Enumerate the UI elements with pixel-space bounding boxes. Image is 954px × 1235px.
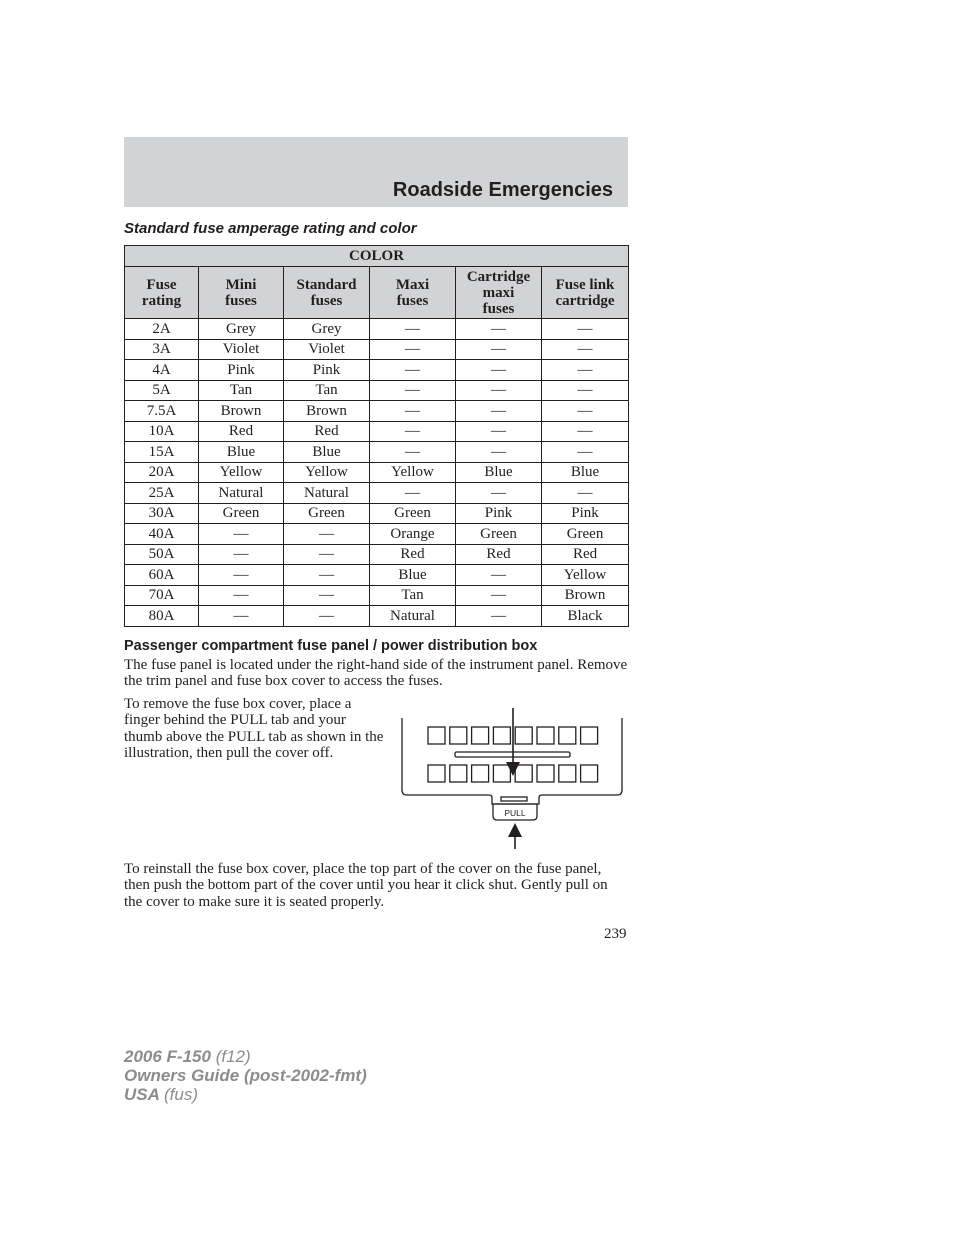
table-cell: — — [370, 421, 456, 442]
table-row — [125, 606, 629, 627]
column-header-line: fuses — [482, 300, 515, 317]
fuse-slot — [581, 727, 598, 744]
table-cell: — — [284, 606, 370, 627]
table-cell: 10A — [125, 421, 199, 442]
fuse-slot — [537, 727, 554, 744]
table-cell: — — [370, 380, 456, 401]
table-cell: Brown — [284, 401, 370, 422]
table-cell: — — [456, 319, 542, 340]
column-header-line: rating — [141, 292, 182, 309]
table-cell: Pink — [542, 503, 629, 524]
table-cell: — — [542, 401, 629, 422]
footer-model-code: (f12) — [215, 1047, 251, 1066]
footer-model: 2006 F-150 — [124, 1047, 211, 1066]
fuse-panel-outline — [402, 718, 622, 804]
table-cell: 50A — [125, 544, 199, 565]
table-cell: — — [456, 401, 542, 422]
column-header-line: Cartridge — [466, 268, 531, 285]
table-cell: — — [542, 442, 629, 463]
column-header — [542, 267, 629, 319]
table-cell: Orange — [370, 524, 456, 545]
table-cell: — — [542, 360, 629, 381]
table-cell: Natural — [370, 606, 456, 627]
table-cell: Brown — [199, 401, 284, 422]
fuse-slot — [537, 765, 554, 782]
pull-slot — [501, 797, 527, 801]
table-cell: 2A — [125, 319, 199, 340]
table-cell: — — [284, 544, 370, 565]
table-cell: Pink — [456, 503, 542, 524]
column-header-line: maxi — [482, 284, 515, 301]
column-header — [125, 267, 199, 319]
table-cell: 80A — [125, 606, 199, 627]
table-cell: Red — [199, 421, 284, 442]
table-row — [125, 544, 629, 565]
column-header-line: fuses — [396, 292, 429, 309]
table-cell: — — [456, 565, 542, 586]
footer-market: USA — [124, 1085, 160, 1104]
pull-label: PULL — [504, 808, 526, 818]
footer — [124, 1047, 367, 1104]
table-cell: — — [456, 585, 542, 606]
fuse-rating-table — [124, 245, 629, 627]
table-cell: Tan — [284, 380, 370, 401]
table-row — [125, 524, 629, 545]
footer-guide: Owners Guide (post-2002-fmt) — [124, 1066, 367, 1085]
reinstall-cover-paragraph: To reinstall the fuse box cover, place the top part of the cover on the fuse panel, then push the bottom part of the cover until you hear it click shut. Gently pull on the cover to make sure it is seated properly. — [124, 861, 608, 910]
table-cell: Blue — [370, 565, 456, 586]
table-cell: Green — [284, 503, 370, 524]
table-cell: Green — [199, 503, 284, 524]
table-cell: — — [370, 401, 456, 422]
column-header — [370, 267, 456, 319]
table-cell: 3A — [125, 339, 199, 360]
table-cell: — — [456, 442, 542, 463]
table-cell: Red — [456, 544, 542, 565]
fuse-slot — [428, 727, 445, 744]
table-title: Standard fuse amperage rating and color — [124, 220, 417, 237]
table-row — [125, 442, 629, 463]
table-cell: Blue — [284, 442, 370, 463]
fuse-slot — [515, 765, 532, 782]
table-cell: — — [370, 319, 456, 340]
fuse-slot — [450, 765, 467, 782]
column-header-line: Standard — [296, 276, 357, 293]
table-cell: Pink — [284, 360, 370, 381]
fuse-slot — [472, 765, 489, 782]
table-cell: 60A — [125, 565, 199, 586]
fuse-slot — [493, 727, 510, 744]
fuse-slot — [472, 727, 489, 744]
push-arrow-icon — [506, 708, 520, 776]
table-cell: 40A — [125, 524, 199, 545]
table-cell: Blue — [456, 462, 542, 483]
fuse-slot — [428, 765, 445, 782]
column-header-line: Fuse link — [555, 276, 615, 293]
table-row — [125, 380, 629, 401]
pull-arrow-icon — [508, 823, 522, 849]
table-cell: — — [542, 483, 629, 504]
table-row — [125, 585, 629, 606]
fuse-slot — [559, 727, 576, 744]
table-cell: 20A — [125, 462, 199, 483]
table-cell: — — [199, 544, 284, 565]
table-cell: Yellow — [542, 565, 629, 586]
table-row — [125, 565, 629, 586]
table-cell: Black — [542, 606, 629, 627]
fuse-panel-illustration — [396, 700, 628, 856]
column-header — [284, 267, 370, 319]
page-number: 239 — [604, 926, 627, 942]
table-row — [125, 319, 629, 340]
table-cell: Grey — [284, 319, 370, 340]
column-header-line: Fuse — [146, 276, 177, 293]
table-cell: — — [370, 339, 456, 360]
table-cell: Natural — [199, 483, 284, 504]
table-cell: — — [370, 360, 456, 381]
table-cell: — — [284, 524, 370, 545]
table-cell: 4A — [125, 360, 199, 381]
column-header-line: Maxi — [395, 276, 430, 293]
table-cell: — — [199, 606, 284, 627]
table-cell: Brown — [542, 585, 629, 606]
table-cell: Tan — [370, 585, 456, 606]
table-cell: Red — [370, 544, 456, 565]
table-cell: Green — [456, 524, 542, 545]
table-cell: Pink — [199, 360, 284, 381]
table-cell: Yellow — [284, 462, 370, 483]
table-cell: Red — [542, 544, 629, 565]
table-cell: 25A — [125, 483, 199, 504]
fuse-slot — [493, 765, 510, 782]
table-cell: Violet — [199, 339, 284, 360]
table-cell: — — [456, 380, 542, 401]
table-cell: Green — [370, 503, 456, 524]
fuse-slot — [515, 727, 532, 744]
table-cell: — — [456, 360, 542, 381]
table-cell: Blue — [199, 442, 284, 463]
table-row — [125, 401, 629, 422]
column-header-line: fuses — [310, 292, 343, 309]
section-heading: Passenger compartment fuse panel / power distribution box — [124, 638, 538, 654]
fuse-slot — [559, 765, 576, 782]
table-cell: — — [542, 421, 629, 442]
table-row — [125, 462, 629, 483]
table-row — [125, 503, 629, 524]
column-header-line: Mini — [225, 276, 257, 293]
column-header-line: cartridge — [555, 292, 615, 309]
table-cell: — — [542, 380, 629, 401]
table-cell: Grey — [199, 319, 284, 340]
column-header — [199, 267, 284, 319]
table-cell: — — [456, 339, 542, 360]
table-row — [125, 483, 629, 504]
fuse-slot — [450, 727, 467, 744]
table-cell: — — [456, 606, 542, 627]
column-header — [456, 267, 542, 319]
table-cell: 5A — [125, 380, 199, 401]
table-cell: — — [542, 339, 629, 360]
table-cell: — — [456, 421, 542, 442]
table-cell: Tan — [199, 380, 284, 401]
table-cell: 70A — [125, 585, 199, 606]
fuse-slot — [581, 765, 598, 782]
table-cell: — — [370, 442, 456, 463]
table-cell: Green — [542, 524, 629, 545]
table-cell: — — [199, 565, 284, 586]
table-cell: Yellow — [199, 462, 284, 483]
table-cell: — — [370, 483, 456, 504]
table-row — [125, 360, 629, 381]
table-cell: Blue — [542, 462, 629, 483]
table-row — [125, 339, 629, 360]
table-cell: Natural — [284, 483, 370, 504]
table-row — [125, 421, 629, 442]
table-cell: Red — [284, 421, 370, 442]
header-band — [124, 137, 628, 207]
table-cell: Violet — [284, 339, 370, 360]
table-cell: 15A — [125, 442, 199, 463]
table-cell: — — [456, 483, 542, 504]
location-paragraph: The fuse panel is located under the right-hand side of the instrument panel. Remove the trim panel and fuse box cover to access the fuses. — [124, 657, 628, 690]
remove-cover-paragraph: To remove the fuse box cover, place a finger behind the PULL tab and your thumb above the PULL tab as shown in the illustration, then pull the cover off. — [124, 696, 384, 761]
table-cell: — — [199, 585, 284, 606]
footer-market-code: (fus) — [164, 1085, 198, 1104]
section-title: Roadside Emergencies — [392, 179, 613, 201]
table-cell: Yellow — [370, 462, 456, 483]
table-cell: — — [284, 585, 370, 606]
table-cell: 30A — [125, 503, 199, 524]
table-cell: — — [542, 319, 629, 340]
table-cell: — — [199, 524, 284, 545]
table-cell: 7.5A — [125, 401, 199, 422]
table-cell: — — [284, 565, 370, 586]
color-group-header: COLOR — [125, 246, 629, 267]
column-header-line: fuses — [225, 292, 257, 309]
